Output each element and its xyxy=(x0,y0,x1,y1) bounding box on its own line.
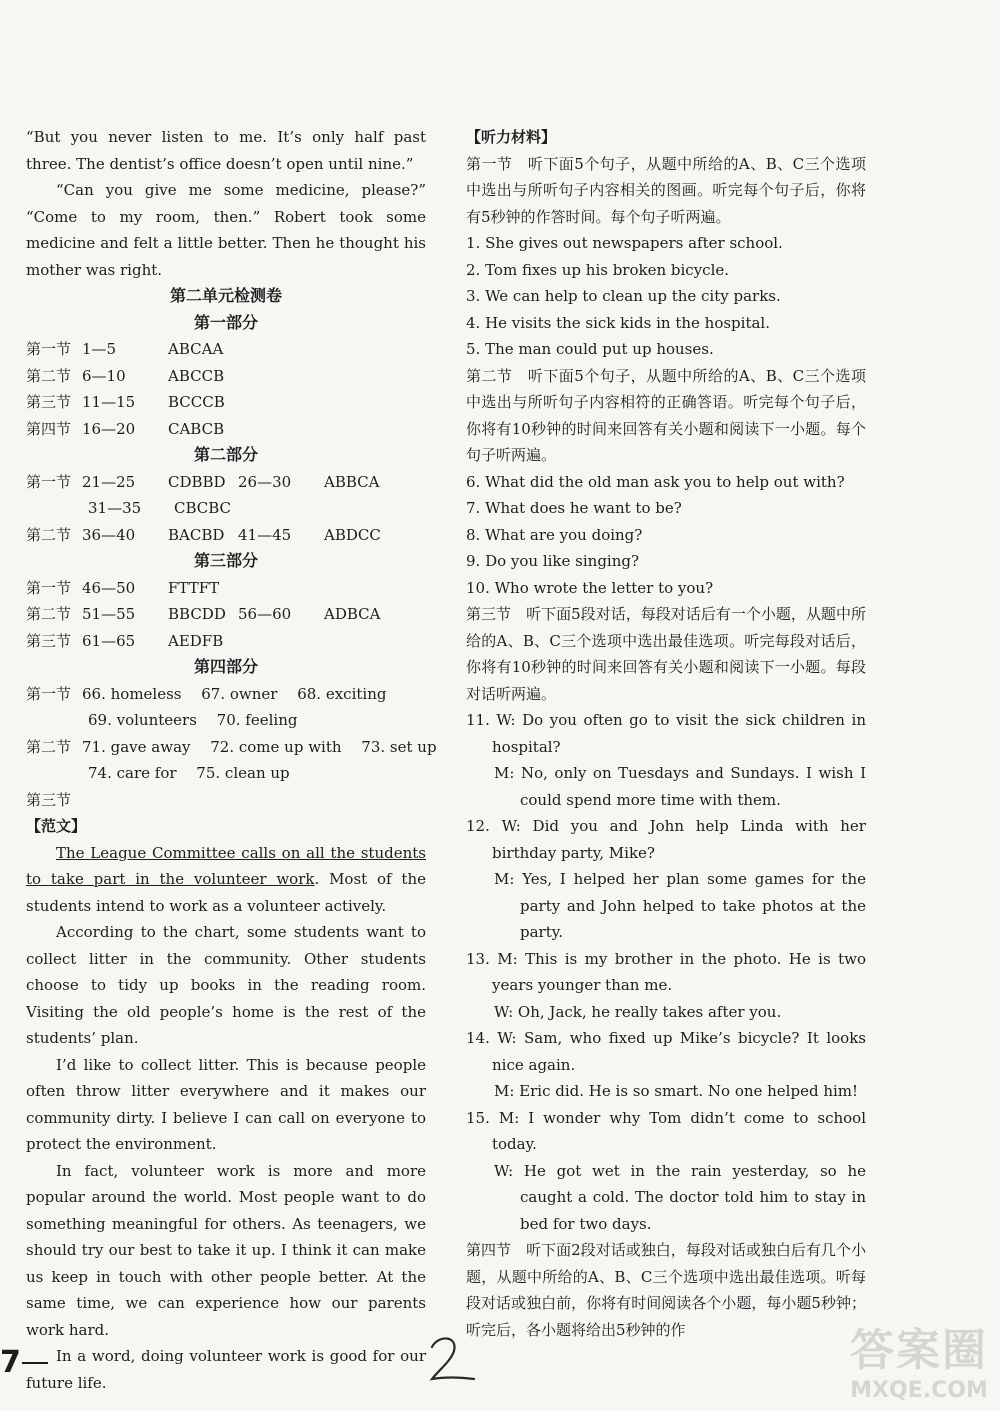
dialogue-12 xyxy=(466,813,866,946)
essay-paragraph-4: In fact, volunteer work is more and more popular around the world. Most people want to do something meaningful for others. As teenagers, we should try our best to take it up. I think it can make us keep in touch with other people better. At the same time, we can experience how our parents work hard. xyxy=(26,1161,426,1339)
answer-row xyxy=(26,601,426,628)
essay-paragraph-3: I’d like to collect litter. This is because people often throw litter everywhere and it makes our community dirty. I believe I can call on everyone to protect the environment. xyxy=(26,1055,426,1153)
answer-key: CDBBD xyxy=(168,472,226,491)
answer-key: CABCB xyxy=(168,419,225,438)
part3-title: 第三部分 xyxy=(193,551,258,570)
answer-row xyxy=(26,760,426,787)
answer-row xyxy=(26,416,426,443)
dialogue-line xyxy=(466,946,866,999)
answer-text: 71. gave away 72. come up with 73. set up xyxy=(82,737,437,756)
dialogue-line xyxy=(466,707,866,760)
story-paragraph-2: “Can you give me some medicine, please?” “Come to my room, then.” Robert took some medicine and felt a little better. Then he thought his mother was right. xyxy=(26,181,426,279)
section-label: 第一节 xyxy=(26,472,72,491)
section-label: 第四节 xyxy=(26,419,72,438)
answer-key: AEDFB xyxy=(168,631,224,650)
list-item: 7. What does he want to be? xyxy=(466,499,682,517)
dialogue-text: W: Do you often go to visit the sick children in hospital? xyxy=(492,711,866,756)
dialogue-reply: W: He got wet in the rain yesterday, so he caught a cold. The doctor told him to stay in bed for two days. xyxy=(494,1161,866,1233)
page-number-dash xyxy=(22,1362,48,1364)
part4-title: 第四部分 xyxy=(193,657,258,676)
list-item: 10. Who wrote the letter to you? xyxy=(466,578,714,597)
answer-row xyxy=(26,575,426,602)
answer-row xyxy=(26,469,426,496)
dialogue-reply: W: Oh, Jack, he really takes after you. xyxy=(494,1002,782,1021)
dialogue-reply: M: Eric did. He is so smart. No one helped him! xyxy=(494,1082,859,1100)
listening-header: 【听力材料】 xyxy=(466,128,557,146)
answer-row xyxy=(26,389,426,416)
section-label: 第一节 xyxy=(26,340,72,358)
question-range: 51—55 xyxy=(82,605,136,623)
list-item: 3. We can help to clean up the city parks. xyxy=(466,287,781,305)
left-column xyxy=(26,124,437,1396)
section-label: 第三节 xyxy=(26,631,72,650)
question-range: 31—35 xyxy=(88,499,142,517)
dialogue-14 xyxy=(466,1025,866,1105)
question-range: 6—10 xyxy=(82,366,126,385)
question-range: 46—50 xyxy=(82,578,136,597)
essay-underlined-phrase: The League Committee calls on all the students to take part in the volunteer work xyxy=(26,843,426,888)
question-range: 26—30 xyxy=(238,472,292,491)
section-label: 第一节 xyxy=(26,684,72,703)
dialogue-number: 15. xyxy=(466,1108,490,1127)
essay-paragraph-2: According to the chart, some students want to collect litter in the community. Other students choose to tidy up books in the reading room. Visiting the old people’s home is the rest of the students’ plan. xyxy=(26,923,426,1047)
dialogue-line xyxy=(466,1025,866,1078)
question-range: 41—45 xyxy=(238,525,292,544)
part2-title: 第二部分 xyxy=(193,445,258,464)
question-range: 1—5 xyxy=(82,340,117,358)
answer-row xyxy=(26,495,426,522)
answer-row xyxy=(26,734,437,761)
answer-row xyxy=(26,787,426,814)
answer-row xyxy=(26,628,426,655)
answer-key: BCCCB xyxy=(168,393,225,411)
list-item: 5. The man could put up houses. xyxy=(466,340,714,358)
answer-row xyxy=(26,363,426,390)
section2-instructions: 第二节 听下面5个句子，从题中所给的A、B、C三个选项中选出与所听句子内容相符的正确答语。听完每个句子后，你将有10秒钟的时间来回答有关小题和阅读下一小题。每个句子听两遍。 xyxy=(466,366,866,464)
watermark-url: MXQE.COM xyxy=(850,1378,988,1403)
handwritten-mark-icon xyxy=(424,1333,480,1385)
dialogue-15 xyxy=(466,1105,866,1238)
section-label: 第二节 xyxy=(26,737,72,756)
section3-instructions: 第三节 听下面5段对话，每段对话后有一个小题，从题中所给的A、B、C三个选项中选出最佳选项。听完每段对话后，你将有10秒钟的时间来回答有关小题和阅读下一小题。每段对话听两遍。 xyxy=(466,605,866,703)
question-range: 36—40 xyxy=(82,525,136,544)
question-range: 11—15 xyxy=(82,393,136,411)
list-item: 2. Tom fixes up his broken bicycle. xyxy=(466,260,730,279)
dialogue-reply: M: No, only on Tuesdays and Sundays. I wish I could spend more time with them. xyxy=(494,764,866,809)
section-label: 第二节 xyxy=(26,525,72,544)
section-label: 第一节 xyxy=(26,578,72,597)
dialogue-11 xyxy=(466,707,866,813)
question-range: 16—20 xyxy=(82,419,136,438)
page-number: 7 xyxy=(0,1345,21,1380)
story-paragraph-1: “But you never listen to me. It’s only half past three. The dentist’s office doesn’t open until nine.” xyxy=(26,128,426,173)
question-range: 61—65 xyxy=(82,631,136,650)
section4-instructions: 第四节 听下面2段对话或独白，每段对话或独白后有几个小题，从题中所给的A、B、C三个选项中选出最佳选项。听每段对话或独白前，你将有时间阅读各个小题，每小题5秒钟；听完后，各小题将给出5秒钟的作 xyxy=(466,1241,866,1339)
dialogue-line xyxy=(466,1105,866,1158)
section-label: 第二节 xyxy=(26,605,72,623)
question-range: 21—25 xyxy=(82,472,136,491)
dialogue-13 xyxy=(466,946,866,1026)
dialogue-text: M: This is my brother in the photo. He is two years younger than me. xyxy=(492,949,866,994)
section-label: 第三节 xyxy=(26,393,72,411)
answer-row xyxy=(26,336,426,363)
question-range: 56—60 xyxy=(238,605,292,623)
section-label: 第三节 xyxy=(26,790,72,809)
dialogue-number: 14. xyxy=(466,1029,490,1047)
essay-paragraph-1 xyxy=(26,840,426,920)
answer-row xyxy=(26,707,426,734)
dialogue-line xyxy=(466,813,866,866)
dialogue-reply: M: Yes, I helped her plan some games for the party and John helped to take photos at the party. xyxy=(494,870,866,941)
dialogue-text: W: Did you and John help Linda with her birthday party, Mike? xyxy=(492,817,866,862)
part1-title: 第一部分 xyxy=(193,312,258,332)
answer-key: ABBCA xyxy=(324,472,380,491)
dialogue-number: 11. xyxy=(466,711,490,729)
answer-key: ADBCA xyxy=(324,605,381,623)
answer-row xyxy=(26,522,426,549)
list-item: 6. What did the old man ask you to help out with? xyxy=(466,472,845,491)
list-item: 8. What are you doing? xyxy=(466,525,643,544)
unit-title: 第二单元检测卷 xyxy=(169,286,282,305)
answer-key: BBCDD xyxy=(168,605,226,623)
answer-key: FTTFT xyxy=(168,578,220,597)
list-item: 4. He visits the sick kids in the hospital. xyxy=(466,313,770,332)
essay-text: . Most of the students intend to work as a volunteer actively. xyxy=(26,870,426,915)
list-item: 1. She gives out newspapers after school. xyxy=(466,234,783,252)
list-item: 9. Do you like singing? xyxy=(466,552,640,570)
dialogue-text: W: Sam, who fixed up Mike’s bicycle? It looks nice again. xyxy=(492,1029,866,1074)
section1-instructions: 第一节 听下面5个句子，从题中所给的A、B、C三个选项中选出与所听句子内容相关的图画。听完每个句子后，你将有5秒钟的作答时间。每个句子听两遍。 xyxy=(466,154,866,226)
dialogue-text: M: I wonder why Tom didn’t come to school today. xyxy=(492,1108,866,1153)
watermark-logo: 答案圈 xyxy=(850,1325,988,1376)
answer-key: BACBD xyxy=(168,525,225,544)
answer-row xyxy=(26,681,426,708)
answer-key: ABCAA xyxy=(168,340,224,358)
section-label: 第二节 xyxy=(26,366,72,385)
dialogue-number: 12. xyxy=(466,817,490,835)
dialogue-number: 13. xyxy=(466,949,490,968)
answer-text: 74. care for 75. clean up xyxy=(88,764,290,782)
right-column xyxy=(466,124,866,1343)
answer-key: ABDCC xyxy=(324,525,381,544)
essay-label: 【范文】 xyxy=(26,817,87,835)
answer-key: ABCCB xyxy=(168,366,225,385)
answer-key: CBCBC xyxy=(174,499,232,517)
watermark xyxy=(850,1314,988,1403)
essay-paragraph-5: In a word, doing volunteer work is good for our future life. xyxy=(26,1347,426,1392)
answer-text: 69. volunteers 70. feeling xyxy=(88,711,298,729)
answer-text: 66. homeless 67. owner 68. exciting xyxy=(82,684,387,703)
